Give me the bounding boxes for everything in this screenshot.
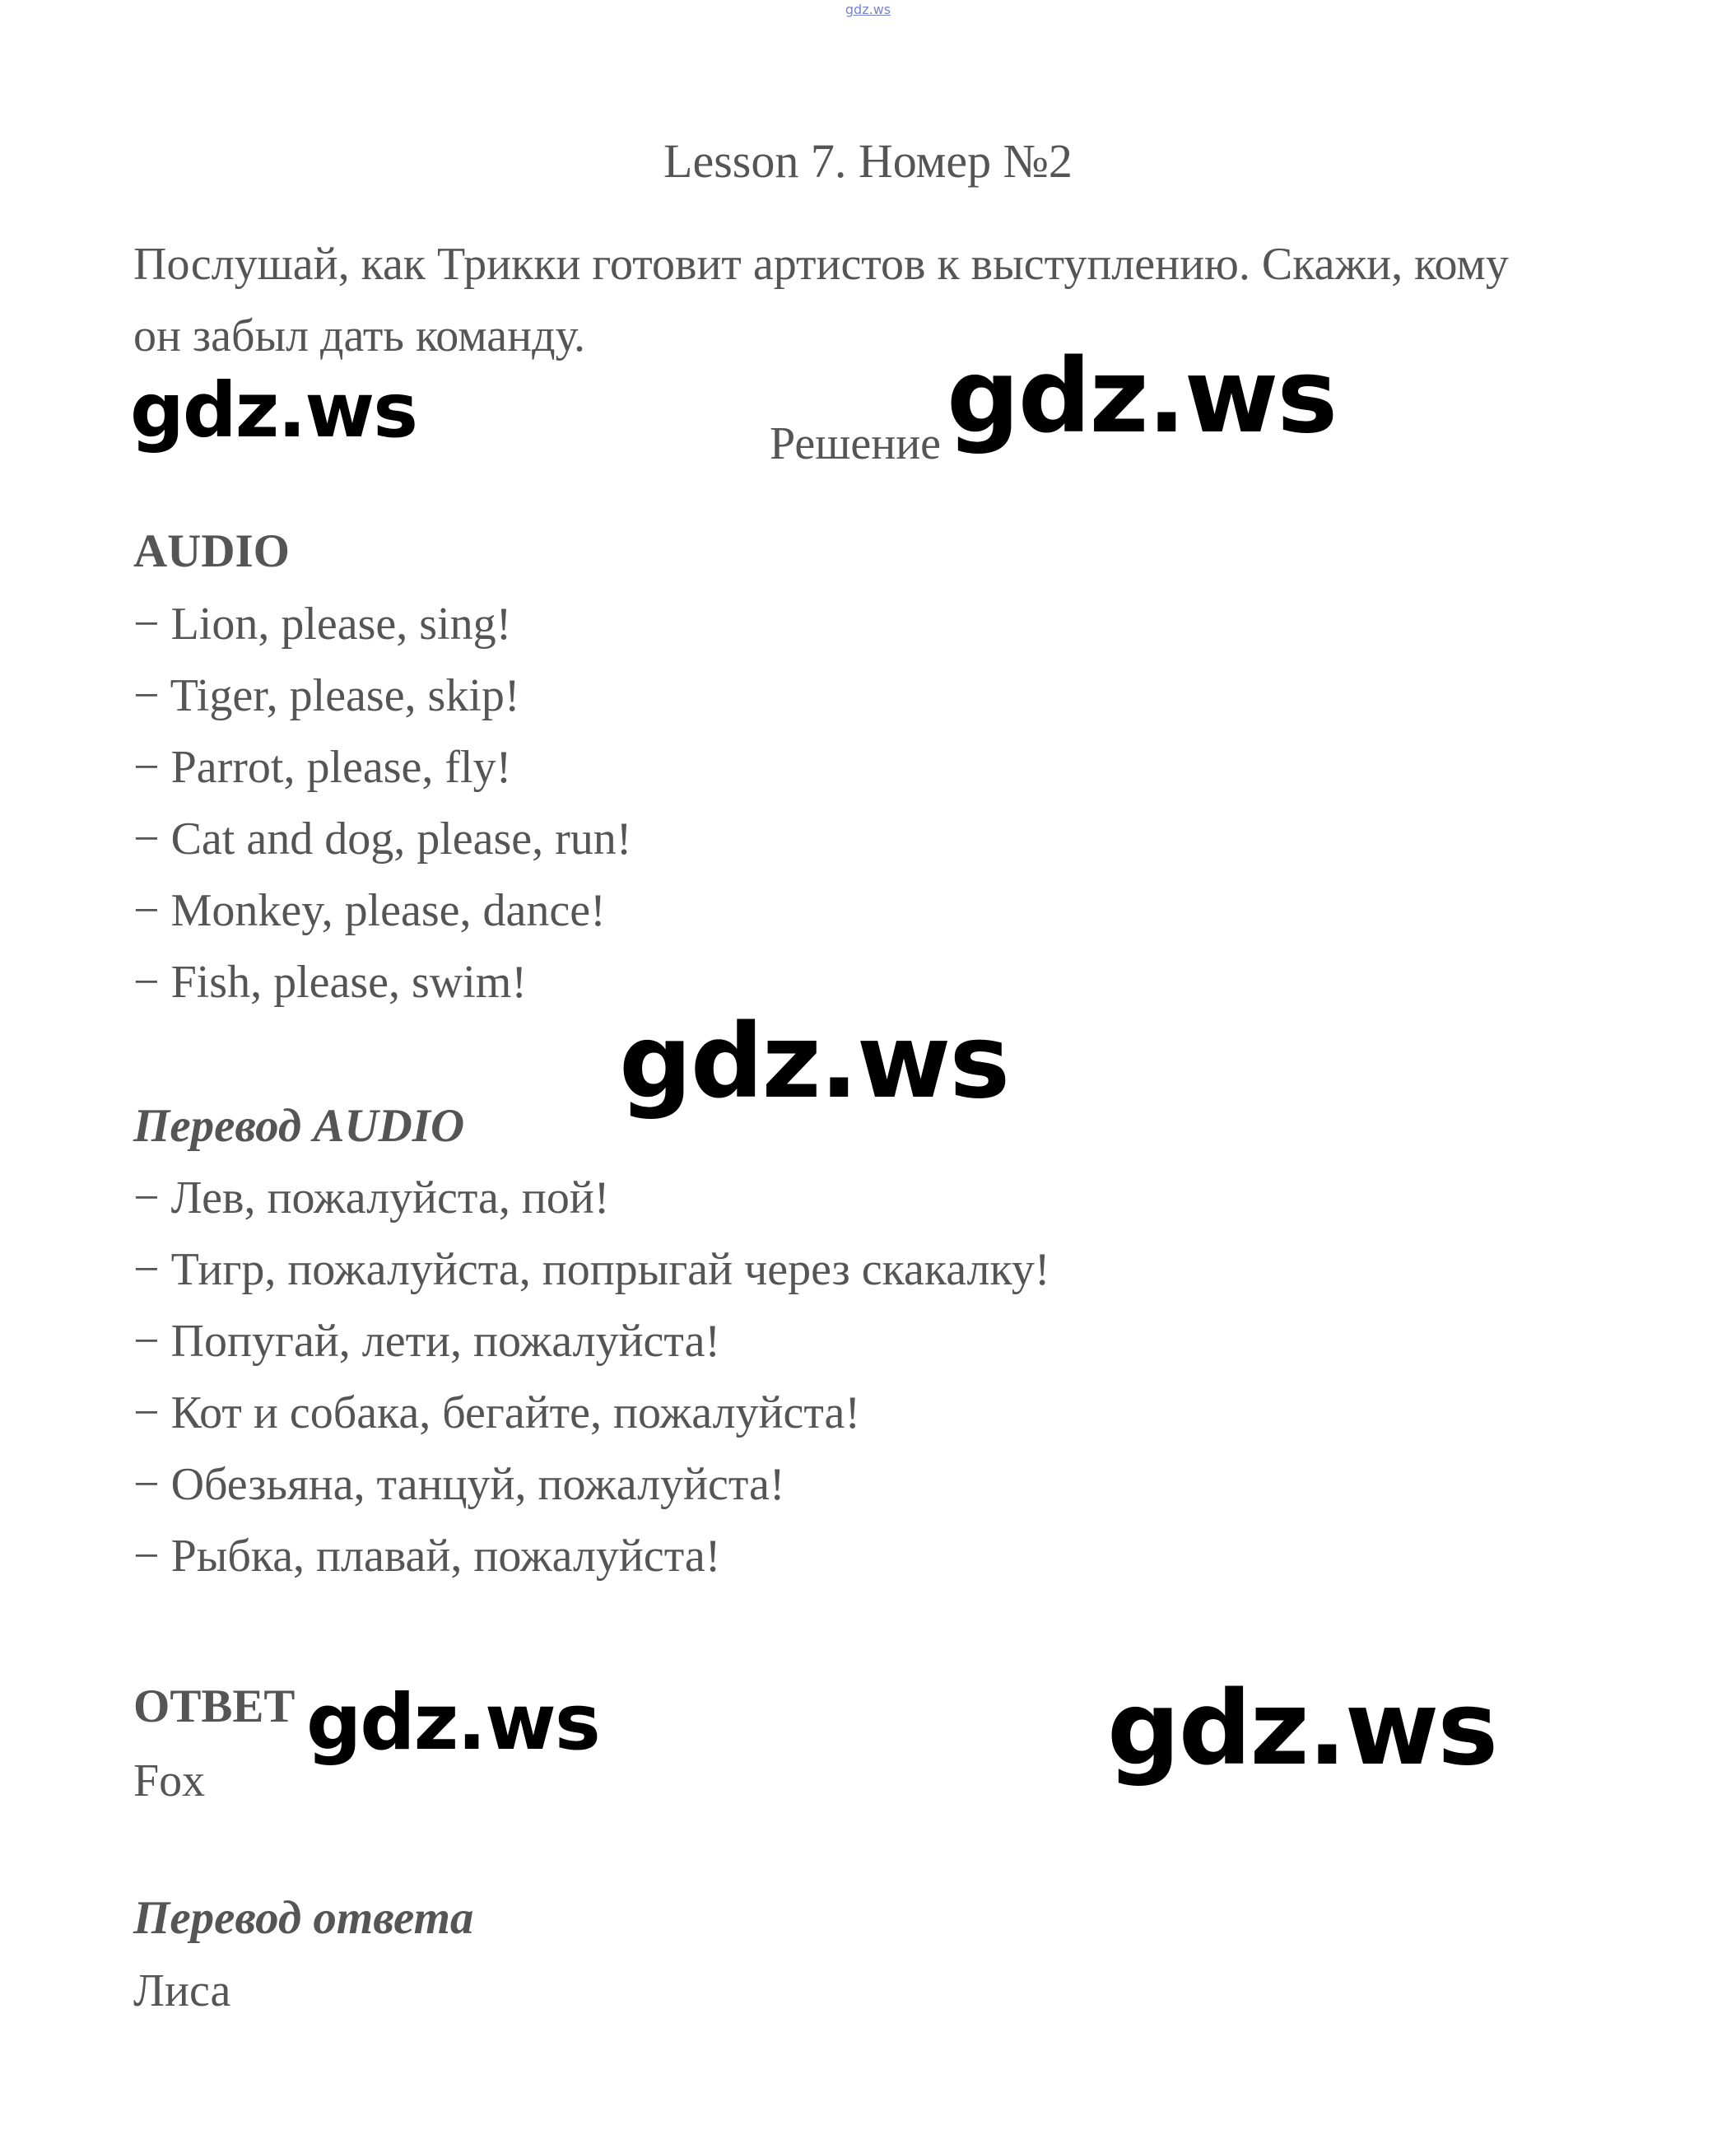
watermark-logo: gdz.ws	[306, 1678, 599, 1768]
list-item: − Fish, please, swim!	[133, 957, 527, 1008]
list-item: − Лев, пожалуйста, пой!	[133, 1172, 610, 1223]
list-item: − Monkey, please, dance!	[133, 885, 606, 936]
list-item: − Parrot, please, fly!	[133, 742, 512, 793]
audio-lines-list	[133, 589, 631, 1018]
top-watermark-link[interactable]: gdz.ws	[845, 2, 891, 17]
answer-heading: ОТВЕТ	[133, 1680, 296, 1732]
list-item: − Cat and dog, please, run!	[133, 813, 632, 865]
watermark-logo: gdz.ws	[947, 338, 1337, 456]
watermark-logo: gdz.ws	[130, 366, 417, 454]
answer-value: Fox	[133, 1755, 206, 1806]
list-item: − Рыбка, плавай, пожалуйста!	[133, 1531, 721, 1582]
list-item: − Тигр, пожалуйста, попрыгай через скакалку!	[133, 1244, 1050, 1295]
list-item: − Попугай, лети, пожалуйста!	[133, 1316, 721, 1367]
list-item: − Lion, please, sing!	[133, 599, 512, 650]
solution-label: Решение	[770, 418, 942, 469]
list-item: − Кот и собака, бегайте, пожалуйста!	[133, 1387, 861, 1438]
page-title: Lesson 7. Номер №2	[663, 134, 1073, 188]
audio-translation-heading: Перевод AUDIO	[133, 1100, 465, 1152]
watermark-logo: gdz.ws	[1107, 1670, 1497, 1788]
watermark-logo: gdz.ws	[619, 1003, 1009, 1121]
list-item: − Tiger, please, skip!	[133, 670, 520, 721]
answer-translation-value: Лиса	[133, 1965, 231, 2016]
answer-translation-heading: Перевод ответа	[133, 1892, 474, 1944]
list-item: − Обезьяна, танцуй, пожалуйста!	[133, 1459, 785, 1510]
task-instructions: Послушай, как Трикки готовит артистов к выступлению. Скажи, кому он забыл дать команду.	[133, 239, 1509, 361]
audio-translation-list	[133, 1163, 1050, 1592]
audio-heading: AUDIO	[133, 525, 291, 577]
